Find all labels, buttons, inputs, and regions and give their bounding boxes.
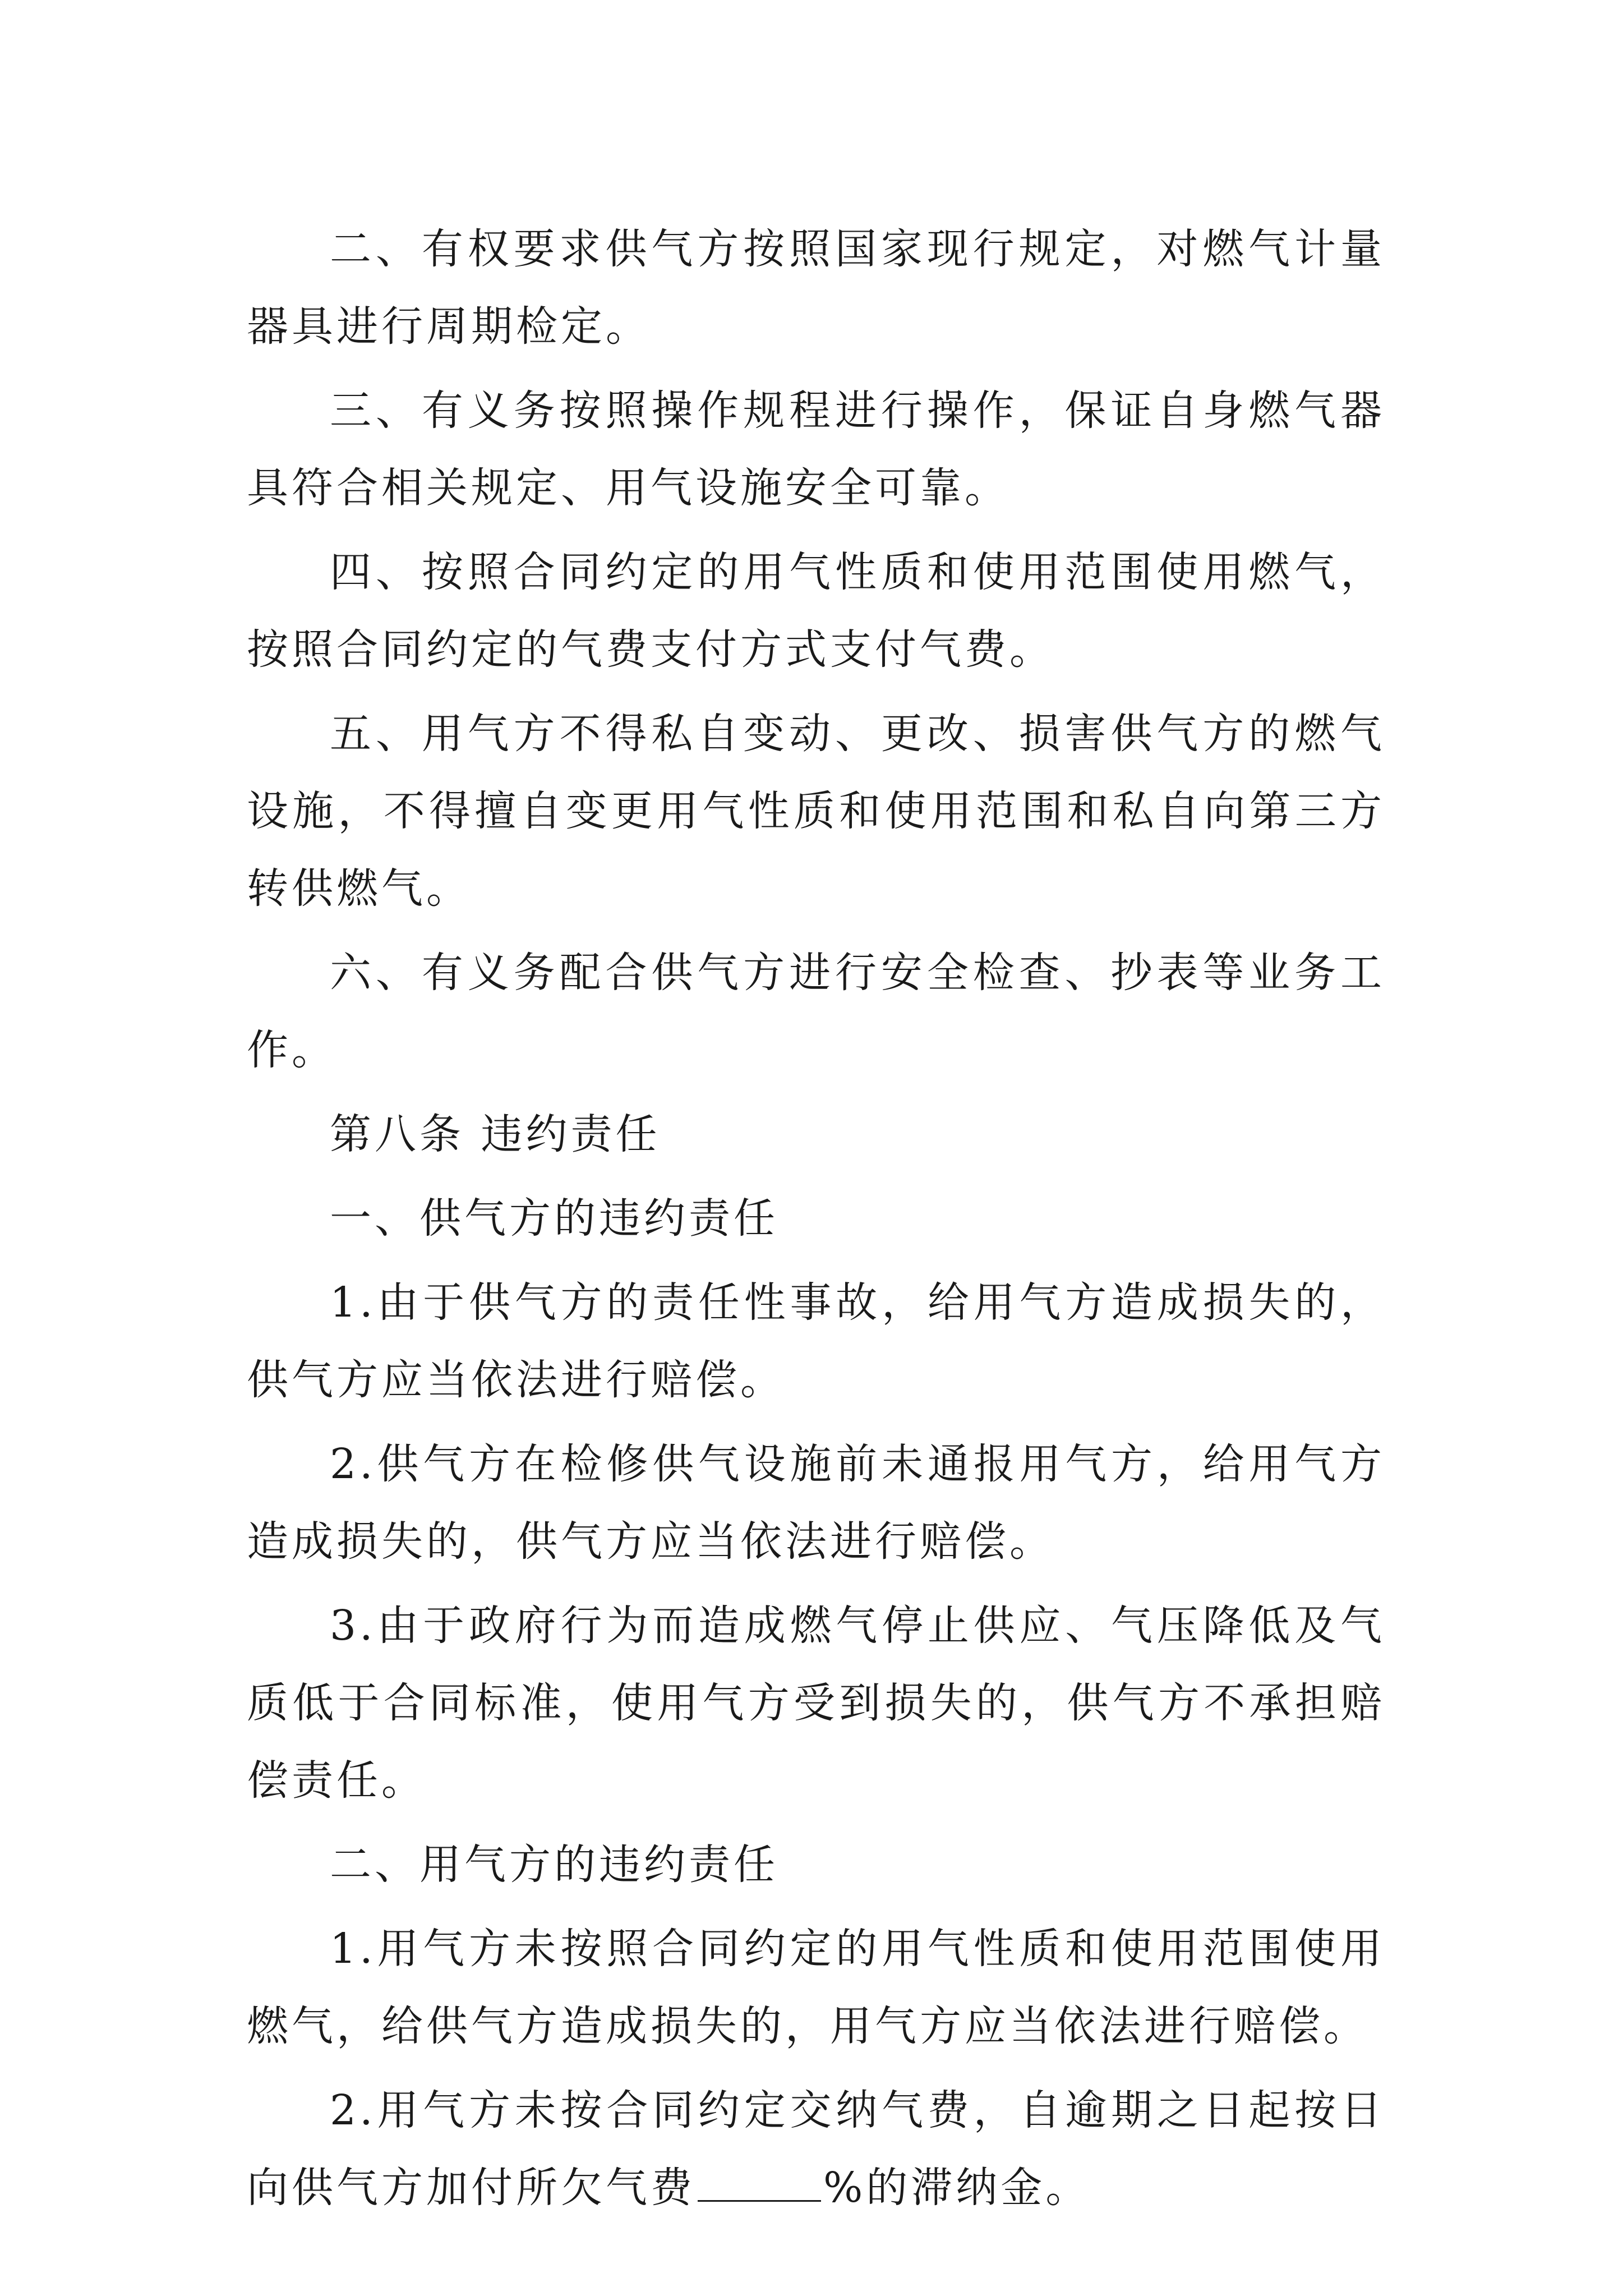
paragraph-obligation-3: 三、有义务按照操作规程进行操作，保证自身燃气器具符合相关规定、用气设施安全可靠。: [247, 386, 1385, 512]
paragraph-right-2: 二、有权要求供气方按照国家现行规定，对燃气计量器具进行周期检定。: [247, 225, 1385, 351]
late-fee-rate-blank: [698, 2161, 821, 2202]
article-8-heading: 第八条 违约责任: [330, 1110, 661, 1158]
user-liability-item-1: 1.用气方未按照合同约定的用气性质和使用范围使用燃气，给供气方造成损失的，用气方应当依法进行赔偿。: [247, 1925, 1385, 2050]
user-liability-heading: 二、用气方的违约责任: [330, 1841, 778, 1889]
paragraph-obligation-4: 四、按照合同约定的用气性质和使用范围使用燃气，按照合同约定的气费支付方式支付气费。: [247, 548, 1385, 674]
user-liability-item-2: [247, 2072, 1385, 2226]
late-fee-suffix: %的滞纳金。: [823, 2164, 1091, 2212]
supplier-liability-item-2: 2.供气方在检修供气设施前未通报用气方，给用气方造成损失的，供气方应当依法进行赔偿。: [247, 1440, 1385, 1566]
supplier-liability-item-3: 3.由于政府行为而造成燃气停止供应、气压降低及气质低于合同标准，使用气方受到损失的，供气方不承担赔偿责任。: [247, 1602, 1385, 1805]
paragraph-obligation-6: 六、有义务配合供气方进行安全检查、抄表等业务工作。: [247, 949, 1385, 1074]
supplier-liability-item-1: 1.由于供气方的责任性事故，给用气方造成损失的，供气方应当依法进行赔偿。: [247, 1278, 1385, 1404]
supplier-liability-heading: 一、供气方的违约责任: [330, 1194, 778, 1243]
document-body: [247, 210, 1385, 2233]
late-fee-text: 2.用气方未按合同约定交纳气费，自逾期之日起按日向供气方加付所欠气费: [247, 2086, 1385, 2212]
paragraph-obligation-5: 五、用气方不得私自变动、更改、损害供气方的燃气设施，不得擅自变更用气性质和使用范围和私自向第三方转供燃气。: [247, 710, 1385, 913]
